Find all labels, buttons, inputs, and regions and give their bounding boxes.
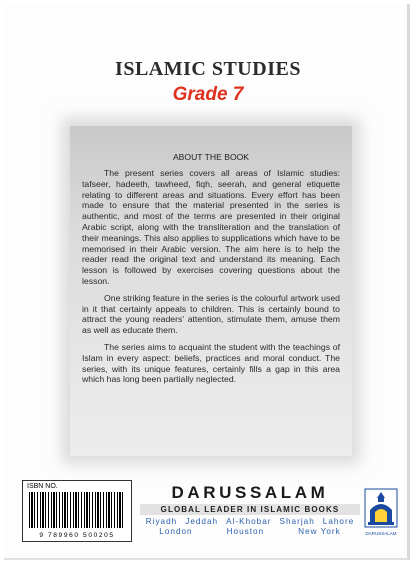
about-text bbox=[82, 168, 340, 391]
about-heading: ABOUT THE BOOK bbox=[172, 152, 250, 162]
publisher-cities bbox=[140, 517, 360, 537]
logo-label: DARUSSALAM bbox=[365, 531, 397, 536]
about-paragraph: The present series covers all areas of Islamic studies: tafseer, hadeeth, tawheed, fiqh, seerah, and general etiquette relating to different areas and situations. Every effort has been made to ensure that the material presented in the series is authentic, and most of the terms are presented in their original Arabic script, along with the transliteration and the translation of their meanings. This also applies to supplications which have to be memorised in their Arabic version. The aim here is to help the reader read the original text and understand its meaning. Each lesson is followed by exercises covering questions about the lesson. bbox=[82, 168, 340, 286]
city: New York bbox=[298, 527, 341, 536]
city: Riyadh bbox=[145, 517, 178, 526]
darussalam-logo-icon bbox=[364, 488, 398, 536]
barcode-bars bbox=[29, 492, 125, 528]
city: Houston bbox=[226, 527, 265, 536]
city: London bbox=[159, 527, 193, 536]
publisher-tagline: GLOBAL LEADER IN ISLAMIC BOOKS bbox=[140, 504, 360, 515]
city: Jeddah bbox=[185, 517, 219, 526]
isbn-number: 9 789960 500205 bbox=[39, 532, 115, 539]
city: Al-Khobar bbox=[226, 517, 272, 526]
grade-label: Grade 7 bbox=[172, 84, 244, 105]
city: Lahore bbox=[322, 517, 355, 526]
isbn-label: ISBN NO. bbox=[27, 483, 58, 490]
publisher-block bbox=[140, 484, 360, 537]
about-paragraph: One striking feature in the series is the colourful artwork used in it that certainly appeals to children. This is certainly bound to attract the young readers' attention, stimulate them, amuse them as well as educate them. bbox=[82, 292, 340, 336]
barcode bbox=[22, 480, 132, 542]
city: Sharjah bbox=[279, 517, 315, 526]
about-panel bbox=[70, 126, 352, 456]
book-title: ISLAMIC STUDIES bbox=[115, 58, 301, 80]
about-paragraph: The series aims to acquaint the student with the teachings of Islam in every aspect: beliefs, practices and moral conduct. The series, with its unique features, certainly fills a gap in this area which has long been partially neglected. bbox=[82, 341, 340, 385]
publisher-name: DARUSSALAM bbox=[171, 483, 329, 502]
